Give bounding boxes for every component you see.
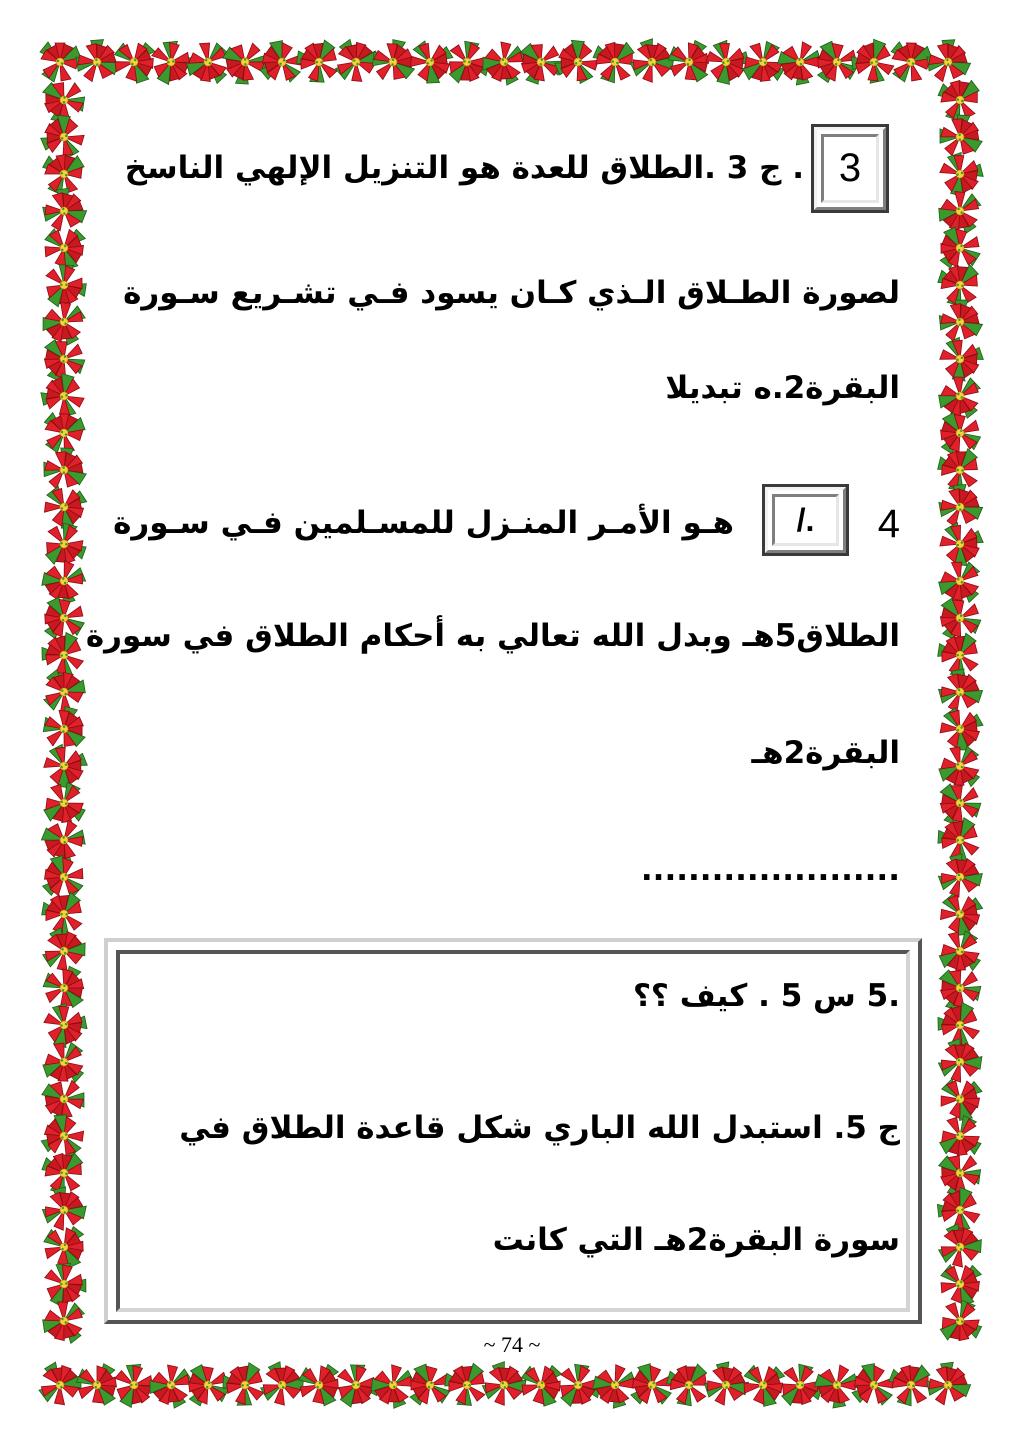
poinsettia-flower	[41, 853, 86, 899]
poinsettia-flower	[932, 849, 989, 905]
poinsettia-flower	[938, 410, 982, 455]
question4-line2: الطلاق5هـ وبدل الله تعالي به أحكام الطلاق في سورة	[85, 618, 900, 654]
poinsettia-flower	[591, 37, 641, 86]
question4-number: 4	[877, 502, 900, 546]
poinsettia-flower	[37, 295, 90, 348]
poinsettia-flower	[40, 668, 89, 716]
poinsettia-flower	[298, 1364, 340, 1407]
poinsettia-flower	[39, 1110, 90, 1162]
answer-mark-box	[765, 487, 846, 553]
poinsettia-flower	[891, 42, 933, 83]
poinsettia-flower	[38, 519, 90, 570]
poinsettia-flower	[36, 1182, 93, 1238]
question3-line3: البقرة2.ه تبديلا	[665, 370, 900, 406]
answer-line1: ج 5. استبدل الله الباري شكل قاعدة الطلاق في	[179, 1110, 900, 1146]
poinsettia-flower	[850, 1360, 898, 1408]
question3-line2: لصورة الطـلاق الـذي كـان يسود فـي تشـريع سـورة	[123, 275, 900, 311]
poinsettia-flower	[932, 1181, 989, 1238]
poinsettia-flower	[935, 889, 985, 940]
poinsettia-flower	[43, 596, 85, 639]
poinsettia-flower	[936, 558, 982, 603]
poinsettia-flower	[938, 930, 980, 971]
poinsettia-flower	[477, 35, 531, 88]
poinsettia-flower	[255, 1358, 309, 1412]
poinsettia-flower	[846, 33, 903, 90]
poinsettia-flower	[932, 664, 989, 721]
question4-line1: هـو الأمـر المنـزل للمسـلمين فـي سـورة	[113, 505, 734, 541]
answer-question: .5 س 5 . كيف ؟؟	[632, 978, 900, 1014]
poinsettia-flower	[113, 41, 156, 85]
poinsettia-flower	[37, 886, 92, 941]
poinsettia-flower	[42, 226, 87, 272]
poinsettia-flower	[740, 1362, 786, 1409]
poinsettia-flower	[404, 36, 456, 88]
poinsettia-flower	[935, 372, 984, 420]
poinsettia-flower	[936, 594, 983, 642]
poinsettia-flower	[40, 42, 81, 82]
poinsettia-flower	[43, 412, 85, 453]
poinsettia-flower	[515, 36, 566, 88]
poinsettia-flower	[36, 739, 91, 794]
poinsettia-flower	[410, 1364, 450, 1405]
poinsettia-flower	[42, 1041, 85, 1083]
poinsettia-flower	[934, 185, 985, 236]
question-number-box	[814, 127, 886, 210]
answer-mark: /.	[772, 494, 839, 546]
separator-dots: ......................	[640, 852, 900, 888]
page-number: ~ 74 ~	[483, 1332, 541, 1357]
poinsettia-flower	[520, 1364, 562, 1407]
poinsettia-flower	[920, 34, 977, 91]
poinsettia-flower	[938, 745, 981, 787]
answer-line2: سورة البقرة2هـ التي كانت	[492, 1222, 900, 1258]
poinsettia-flower	[624, 34, 680, 90]
poinsettia-flower	[920, 1357, 977, 1414]
poinsettia-flower	[34, 1359, 86, 1411]
poinsettia-flower	[630, 1362, 674, 1407]
poinsettia-flower	[938, 1262, 983, 1308]
poinsettia-flower	[184, 39, 230, 84]
poinsettia-flower	[36, 442, 92, 499]
question4-line3: البقرة2هـ	[751, 735, 900, 771]
question3-line1: . ج 3 .الطلاق للعدة هو التنزيل الإلهي الناسخ	[124, 150, 804, 186]
poinsettia-flower	[292, 34, 348, 89]
poinsettia-flower	[36, 183, 93, 240]
question-number: 3	[821, 134, 879, 203]
poinsettia-flower	[940, 227, 981, 269]
poinsettia-flower	[936, 1075, 984, 1123]
poinsettia-flower	[43, 1226, 84, 1268]
